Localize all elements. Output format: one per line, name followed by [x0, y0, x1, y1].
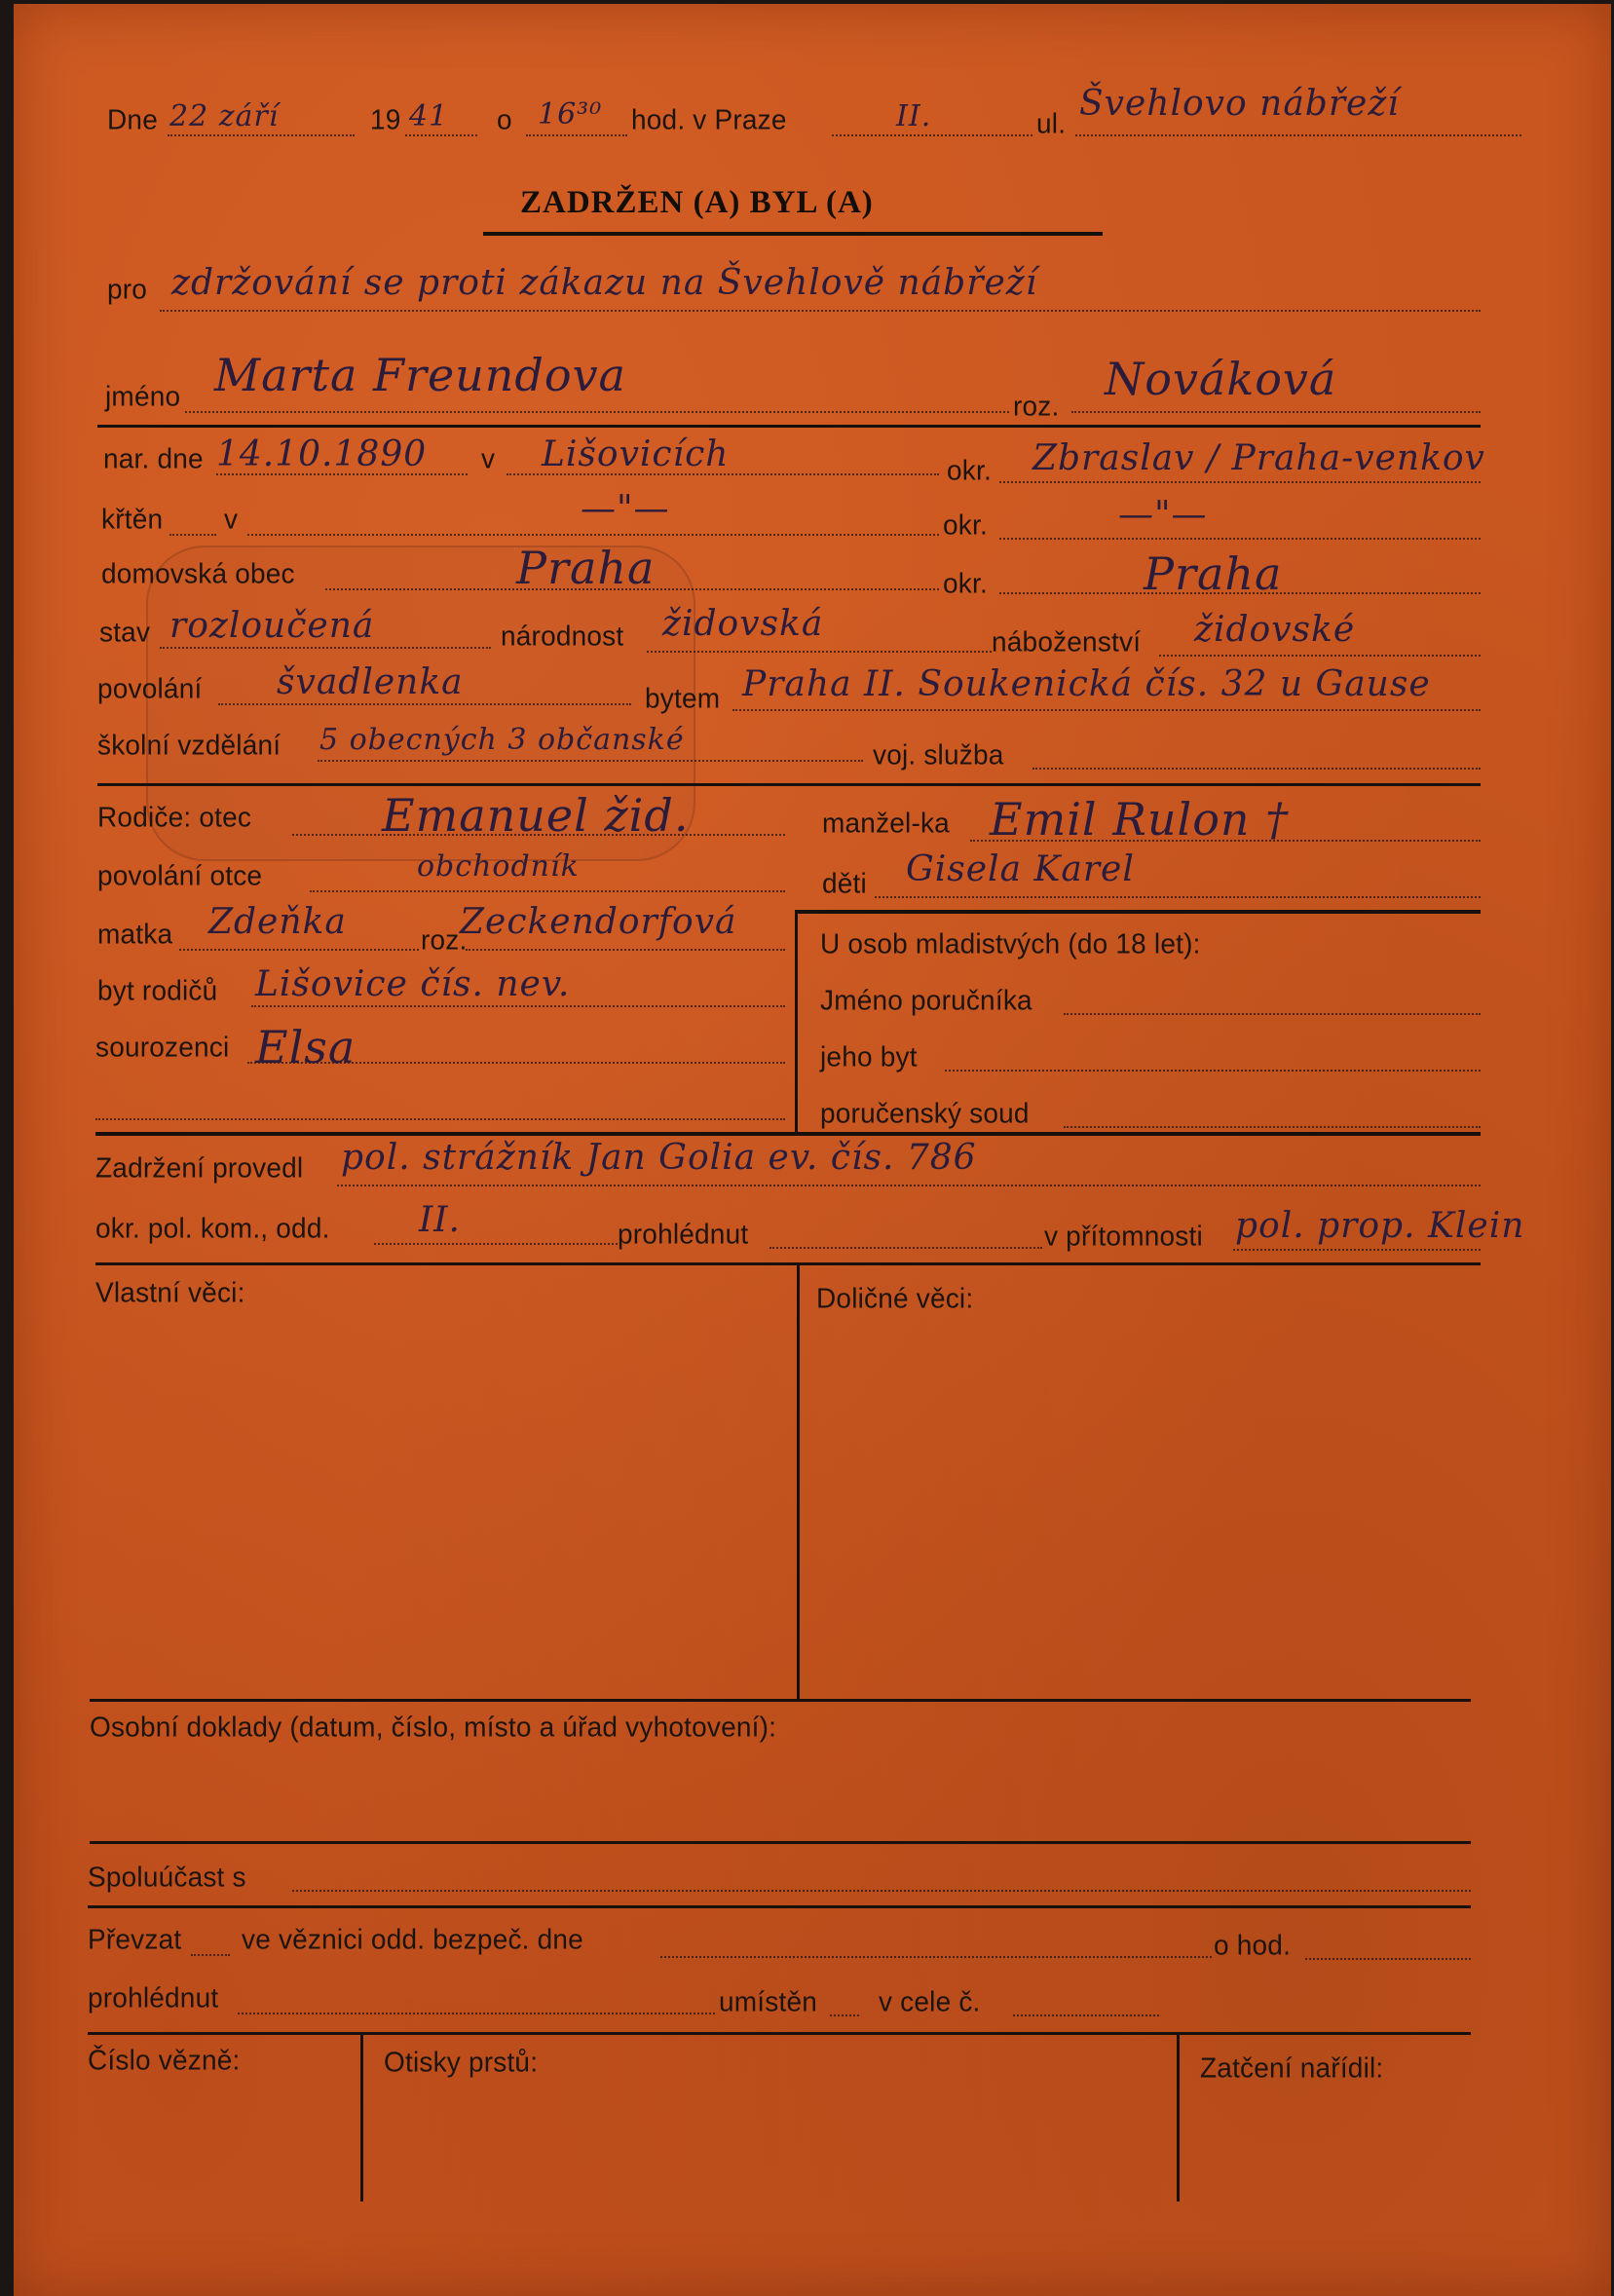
transfer-hour-label: o hod.	[1214, 1929, 1292, 1961]
fingerprints-label: Otisky prstů:	[384, 2046, 539, 2078]
born-name-label: roz.	[1013, 390, 1060, 422]
home-value: Praha	[516, 542, 656, 594]
presence-value: pol. prop. Klein	[1235, 1206, 1525, 1246]
children-label: děti	[822, 867, 867, 899]
year-value: 41	[409, 99, 449, 133]
parents-residence-value: Lišovice čís. nev.	[255, 964, 571, 1004]
own-items-label: Vlastní věci:	[95, 1276, 245, 1308]
father-label: Rodiče: otec	[97, 801, 252, 833]
guardian-label: Jméno poručníka	[820, 984, 1032, 1016]
military-label: voj. služba	[873, 738, 1004, 771]
o-label: o	[497, 103, 512, 135]
father-occupation-value: obchodník	[417, 849, 580, 884]
commissariat-label: okr. pol. kom., odd.	[95, 1212, 330, 1244]
nationality-value: židovská	[662, 604, 824, 644]
parents-residence-label: byt rodičů	[97, 974, 218, 1006]
praha-district-value: II.	[896, 99, 932, 133]
mother-label: matka	[97, 918, 173, 950]
children-value: Gisela Karel	[906, 849, 1135, 889]
name-value: Marta Freundova	[214, 349, 626, 401]
nationality-label: národnost	[501, 620, 624, 652]
birth-date-label: nar. dne	[103, 442, 204, 474]
born-name-value: Nováková	[1105, 353, 1337, 405]
presence-label: v přítomnosti	[1044, 1220, 1203, 1252]
performed-value: pol. strážník Jan Golia ev. čís. 786	[341, 1138, 977, 1178]
status-label: stav	[99, 616, 151, 648]
baptized-label: křtěn	[101, 503, 164, 535]
baptized-okr-value: —"—	[1118, 495, 1208, 535]
court-label: poručenský soud	[820, 1097, 1030, 1129]
baptized-okr-label: okr.	[943, 508, 988, 541]
minors-heading: U osob mladistvých (do 18 let):	[820, 927, 1201, 960]
street-label: ul.	[1036, 107, 1067, 139]
reason-label: pro	[107, 273, 148, 305]
siblings-value: Elsa	[255, 1021, 357, 1073]
name-label: jméno	[105, 380, 181, 412]
residence-label: bytem	[645, 682, 721, 714]
personal-docs-label: Osobní doklady (datum, číslo, místo a úřad vyhotovení):	[90, 1711, 777, 1743]
evidence-items-label: Doličné věci:	[816, 1282, 974, 1314]
home-label: domovská obec	[101, 557, 295, 589]
arrest-inspected-label: prohlédnut	[618, 1218, 749, 1250]
religion-value: židovské	[1194, 610, 1356, 650]
baptized-v-label: v	[224, 503, 239, 535]
commissariat-value: II.	[419, 1200, 461, 1240]
baptized-value: —"—	[581, 489, 670, 529]
education-value: 5 obecných 3 občanské	[319, 723, 685, 757]
birth-okr-label: okr.	[947, 454, 992, 486]
time-value: 16³⁰	[538, 97, 603, 132]
father-value: Emanuel žid.	[382, 789, 690, 842]
spouse-value: Emil Rulon †	[990, 793, 1290, 846]
street-value: Švehlovo nábřeží	[1079, 84, 1400, 124]
arrest-order-label: Zatčení nařídil:	[1200, 2051, 1384, 2084]
birth-okr-value: Zbraslav / Praha-venkov	[1032, 438, 1485, 478]
religion-label: náboženství	[992, 625, 1142, 658]
residence-value: Praha II. Soukenická čís. 32 u Gause	[742, 664, 1431, 704]
birth-place-value: Lišovicích	[542, 434, 730, 474]
birth-place-label: v	[481, 442, 496, 474]
mother-born-value: Zeckendorfová	[460, 902, 737, 942]
occupation-label: povolání	[97, 672, 203, 704]
year-prefix: 19	[370, 103, 401, 135]
home-okr-label: okr.	[943, 567, 988, 599]
date-value: 22 září	[169, 99, 280, 133]
father-occupation-label: povolání otce	[97, 859, 263, 891]
dne-label: Dne	[107, 103, 158, 135]
cell-label: v cele č.	[879, 1985, 981, 2017]
prisoner-number-label: Číslo vězně:	[88, 2044, 241, 2076]
status-value: rozloučená	[169, 606, 375, 646]
placed-label: umístěn	[719, 1985, 817, 2017]
spouse-label: manžel-ka	[822, 807, 950, 839]
reason-value: zdržování se proti zákazu na Švehlově nábřeží	[171, 263, 1038, 303]
guardian-residence-label: jeho byt	[820, 1040, 918, 1073]
transfer-mid-label: ve věznici odd. bezpeč. dne	[242, 1923, 583, 1955]
complicity-label: Spoluúčast s	[88, 1861, 246, 1893]
performed-label: Zadržení provedl	[95, 1151, 304, 1184]
home-okr-value: Praha	[1144, 547, 1283, 600]
form-title: ZADRŽEN (A) BYL (A)	[520, 185, 874, 220]
docs-inspected-label: prohlédnut	[88, 1981, 219, 2014]
hod-praha-label: hod. v Praze	[631, 103, 787, 135]
mother-value: Zdeňka	[208, 902, 347, 942]
education-label: školní vzdělání	[97, 729, 282, 761]
occupation-value: švadlenka	[277, 662, 464, 702]
mother-born-label: roz.	[421, 923, 468, 956]
birth-date-value: 14.10.1890	[216, 434, 428, 474]
transfer-label: Převzat	[88, 1923, 182, 1955]
siblings-label: sourozenci	[95, 1031, 230, 1063]
